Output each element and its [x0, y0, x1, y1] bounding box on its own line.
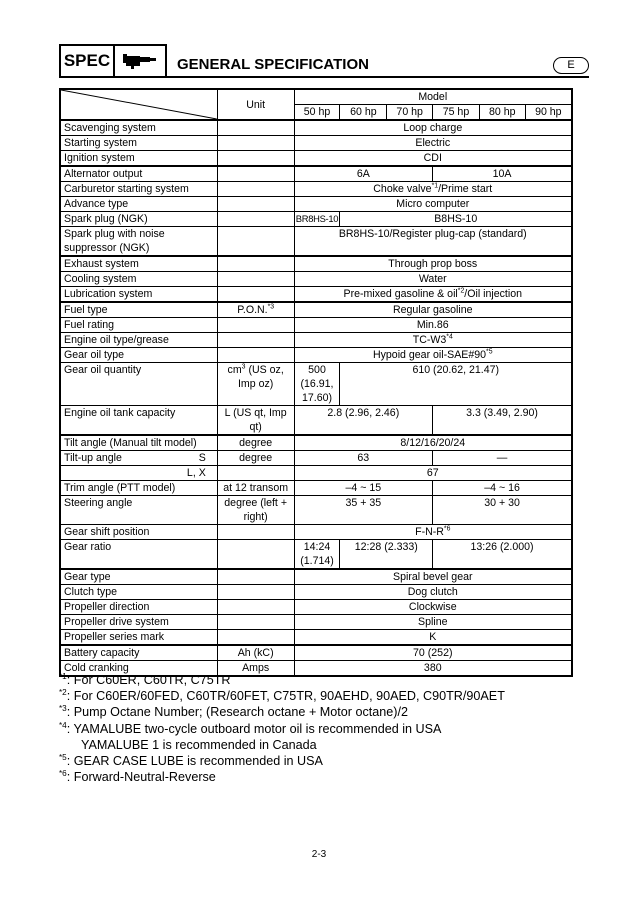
row-value: 12:28 (2.333) — [340, 540, 433, 570]
row-value: Clockwise — [294, 600, 572, 615]
row-label: Gear oil quantity — [60, 363, 217, 406]
row-label: Gear type — [60, 569, 217, 585]
model-80: 80 hp — [479, 105, 525, 121]
row-label: Engine oil type/grease — [60, 333, 217, 348]
row-unit — [217, 120, 294, 136]
row-value: –4 ~ 15 — [294, 481, 433, 496]
row-unit — [217, 525, 294, 540]
row-unit — [217, 569, 294, 585]
row-unit: P.O.N.$^{*3}$ — [217, 302, 294, 318]
table-row — [60, 496, 572, 525]
table-row — [60, 406, 572, 436]
row-value: Hypoid gear oil-SAE#90$^{*5}$ — [294, 348, 572, 363]
table-row — [60, 645, 572, 661]
table-row — [60, 136, 572, 151]
row-unit — [217, 630, 294, 646]
table-row — [60, 451, 572, 466]
row-value: — — [433, 451, 572, 466]
footnote-continuation: YAMALUBE 1 is recommended in Canada — [81, 737, 317, 752]
language-badge: E — [553, 57, 589, 74]
row-label: Gear oil type — [60, 348, 217, 363]
row-unit — [217, 600, 294, 615]
row-value: 8/12/16/20/24 — [294, 435, 572, 451]
row-value: 14:24 (1.714) — [294, 540, 340, 570]
row-label: Alternator output — [60, 166, 217, 182]
row-unit — [217, 256, 294, 272]
table-row — [60, 525, 572, 540]
footnote: $^{*3}$: Pump Octane Number; (Research octane + Motor octane)/2 — [59, 704, 408, 720]
footnote: $^{*6}$: Forward-Neutral-Reverse — [59, 769, 216, 785]
row-label: Spark plug (NGK) — [60, 212, 217, 227]
model-90: 90 hp — [525, 105, 572, 121]
row-unit — [217, 287, 294, 303]
row-unit — [217, 318, 294, 333]
table-row — [60, 348, 572, 363]
row-value: Through prop boss — [294, 256, 572, 272]
row-unit — [217, 166, 294, 182]
row-unit — [217, 227, 294, 257]
row-unit: Ah (kC) — [217, 645, 294, 661]
row-value: 6A — [294, 166, 433, 182]
section-header — [59, 44, 589, 78]
row-value: Pre-mixed gasoline & oil$^{*2}$/Oil injection — [294, 287, 572, 303]
row-value: 380 — [294, 661, 572, 677]
row-value: Electric — [294, 136, 572, 151]
row-label: Cold cranking — [60, 661, 217, 677]
table-row — [60, 287, 572, 303]
row-value: TC-W3$^{*4}$ — [294, 333, 572, 348]
row-value: Loop charge — [294, 120, 572, 136]
table-row — [60, 151, 572, 167]
row-unit — [217, 615, 294, 630]
row-label: Propeller drive system — [60, 615, 217, 630]
table-row — [60, 569, 572, 585]
row-label: L, X — [60, 466, 217, 481]
row-label: Gear shift position — [60, 525, 217, 540]
row-value: Micro computer — [294, 197, 572, 212]
footnote: $^{*1}$: For C60ER, C60TR, C75TR — [59, 671, 231, 687]
table-row — [60, 435, 572, 451]
row-value: 2.8 (2.96, 2.46) — [294, 406, 433, 436]
row-unit — [217, 182, 294, 197]
row-value: 67 — [294, 466, 572, 481]
table-row — [60, 166, 572, 182]
table-corner-cell — [60, 89, 217, 120]
row-value: Dog clutch — [294, 585, 572, 600]
table-row — [60, 540, 572, 570]
row-label: Propeller direction — [60, 600, 217, 615]
page-number: 2-3 — [311, 849, 327, 860]
model-50: 50 hp — [294, 105, 340, 121]
row-unit — [217, 333, 294, 348]
table-row — [60, 120, 572, 136]
row-value: K — [294, 630, 572, 646]
model-75: 75 hp — [433, 105, 480, 121]
row-value: 610 (20.62, 21.47) — [340, 363, 572, 406]
table-row — [60, 466, 572, 481]
row-unit: degree — [217, 451, 294, 466]
footnote: $^{*4}$: YAMALUBE two-cycle outboard motor oil is recommended in USA — [59, 720, 442, 736]
row-label: Propeller series mark — [60, 630, 217, 646]
row-value: Spiral bevel gear — [294, 569, 572, 585]
footnotes — [59, 672, 579, 785]
row-value: Choke valve$^{*1}$/Prime start — [294, 182, 572, 197]
row-label: Tilt angle (Manual tilt model) — [60, 435, 217, 451]
table-row — [60, 302, 572, 318]
table-row — [60, 256, 572, 272]
row-unit — [217, 136, 294, 151]
row-label: Scavenging system — [60, 120, 217, 136]
row-unit: at 12 transom — [217, 481, 294, 496]
table-row — [60, 615, 572, 630]
row-value: 35 + 35 — [294, 496, 433, 525]
model-70: 70 hp — [387, 105, 433, 121]
row-value: 13:26 (2.000) — [433, 540, 572, 570]
row-label: Advance type — [60, 197, 217, 212]
row-value: 63 — [294, 451, 433, 466]
row-unit: degree (left + right) — [217, 496, 294, 525]
unit-header: Unit — [217, 89, 294, 120]
model-header: Model — [294, 89, 572, 105]
row-value: Regular gasoline — [294, 302, 572, 318]
row-value: Spline — [294, 615, 572, 630]
row-value: 3.3 (3.49, 2.90) — [433, 406, 572, 436]
table-row — [60, 318, 572, 333]
row-value: 10A — [433, 166, 572, 182]
row-label: Clutch type — [60, 585, 217, 600]
page-title: GENERAL SPECIFICATION — [177, 56, 369, 73]
table-row — [60, 212, 572, 227]
row-label: Engine oil tank capacity — [60, 406, 217, 436]
row-label: Trim angle (PTT model) — [60, 481, 217, 496]
row-unit — [217, 272, 294, 287]
row-value: Min.86 — [294, 318, 572, 333]
row-label: Fuel type — [60, 302, 217, 318]
row-value: 70 (252) — [294, 645, 572, 661]
model-60: 60 hp — [340, 105, 387, 121]
row-unit — [217, 348, 294, 363]
table-row — [60, 272, 572, 287]
table-row — [60, 481, 572, 496]
table-row — [60, 630, 572, 646]
row-value: 500 (16.91, 17.60) — [294, 363, 340, 406]
row-unit — [217, 151, 294, 167]
spec-label: SPEC — [59, 44, 115, 78]
footnote: $^{*5}$: GEAR CASE LUBE is recommended in USA — [59, 752, 323, 769]
row-unit: L (US qt, Imp qt) — [217, 406, 294, 436]
row-unit — [217, 197, 294, 212]
row-unit — [217, 466, 294, 481]
row-unit — [217, 585, 294, 600]
row-value: Water — [294, 272, 572, 287]
row-label: Tilt-up angle S — [60, 451, 217, 466]
row-label: Gear ratio — [60, 540, 217, 570]
row-value: –4 ~ 16 — [433, 481, 572, 496]
row-value: 30 + 30 — [433, 496, 572, 525]
table-row — [60, 600, 572, 615]
row-value: $F-N-R^{*6}$ — [294, 525, 572, 540]
table-row — [60, 197, 572, 212]
row-label: Battery capacity — [60, 645, 217, 661]
row-label: Starting system — [60, 136, 217, 151]
row-unit: degree — [217, 435, 294, 451]
table-row — [60, 585, 572, 600]
row-label: Exhaust system — [60, 256, 217, 272]
row-label: Carburetor starting system — [60, 182, 217, 197]
table-row — [60, 227, 572, 257]
table-row — [60, 363, 572, 406]
row-unit: $cm^3$ (US oz, Imp oz) — [217, 363, 294, 406]
row-label: Lubrication system — [60, 287, 217, 303]
row-label: Steering angle — [60, 496, 217, 525]
row-unit: Amps — [217, 661, 294, 677]
header-underline — [167, 76, 589, 78]
row-label: Ignition system — [60, 151, 217, 167]
table-row — [60, 333, 572, 348]
row-label: Spark plug with noise suppressor (NGK) — [60, 227, 217, 257]
row-value: B8HS-10 — [340, 212, 572, 227]
row-label: Cooling system — [60, 272, 217, 287]
outboard-motor-icon — [115, 44, 167, 78]
row-value: BR8HS-10 — [294, 212, 340, 227]
spec-table — [59, 88, 573, 677]
row-value: CDI — [294, 151, 572, 167]
row-unit — [217, 212, 294, 227]
row-label: Fuel rating — [60, 318, 217, 333]
table-row — [60, 182, 572, 197]
footnote: $^{*2}$: For C60ER/60FED, C60TR/60FET, C75TR, 90AEHD, 90AED, C90TR/90AET — [59, 688, 505, 704]
row-value: BR8HS-10/Register plug-cap (standard) — [294, 227, 572, 257]
row-unit — [217, 540, 294, 570]
